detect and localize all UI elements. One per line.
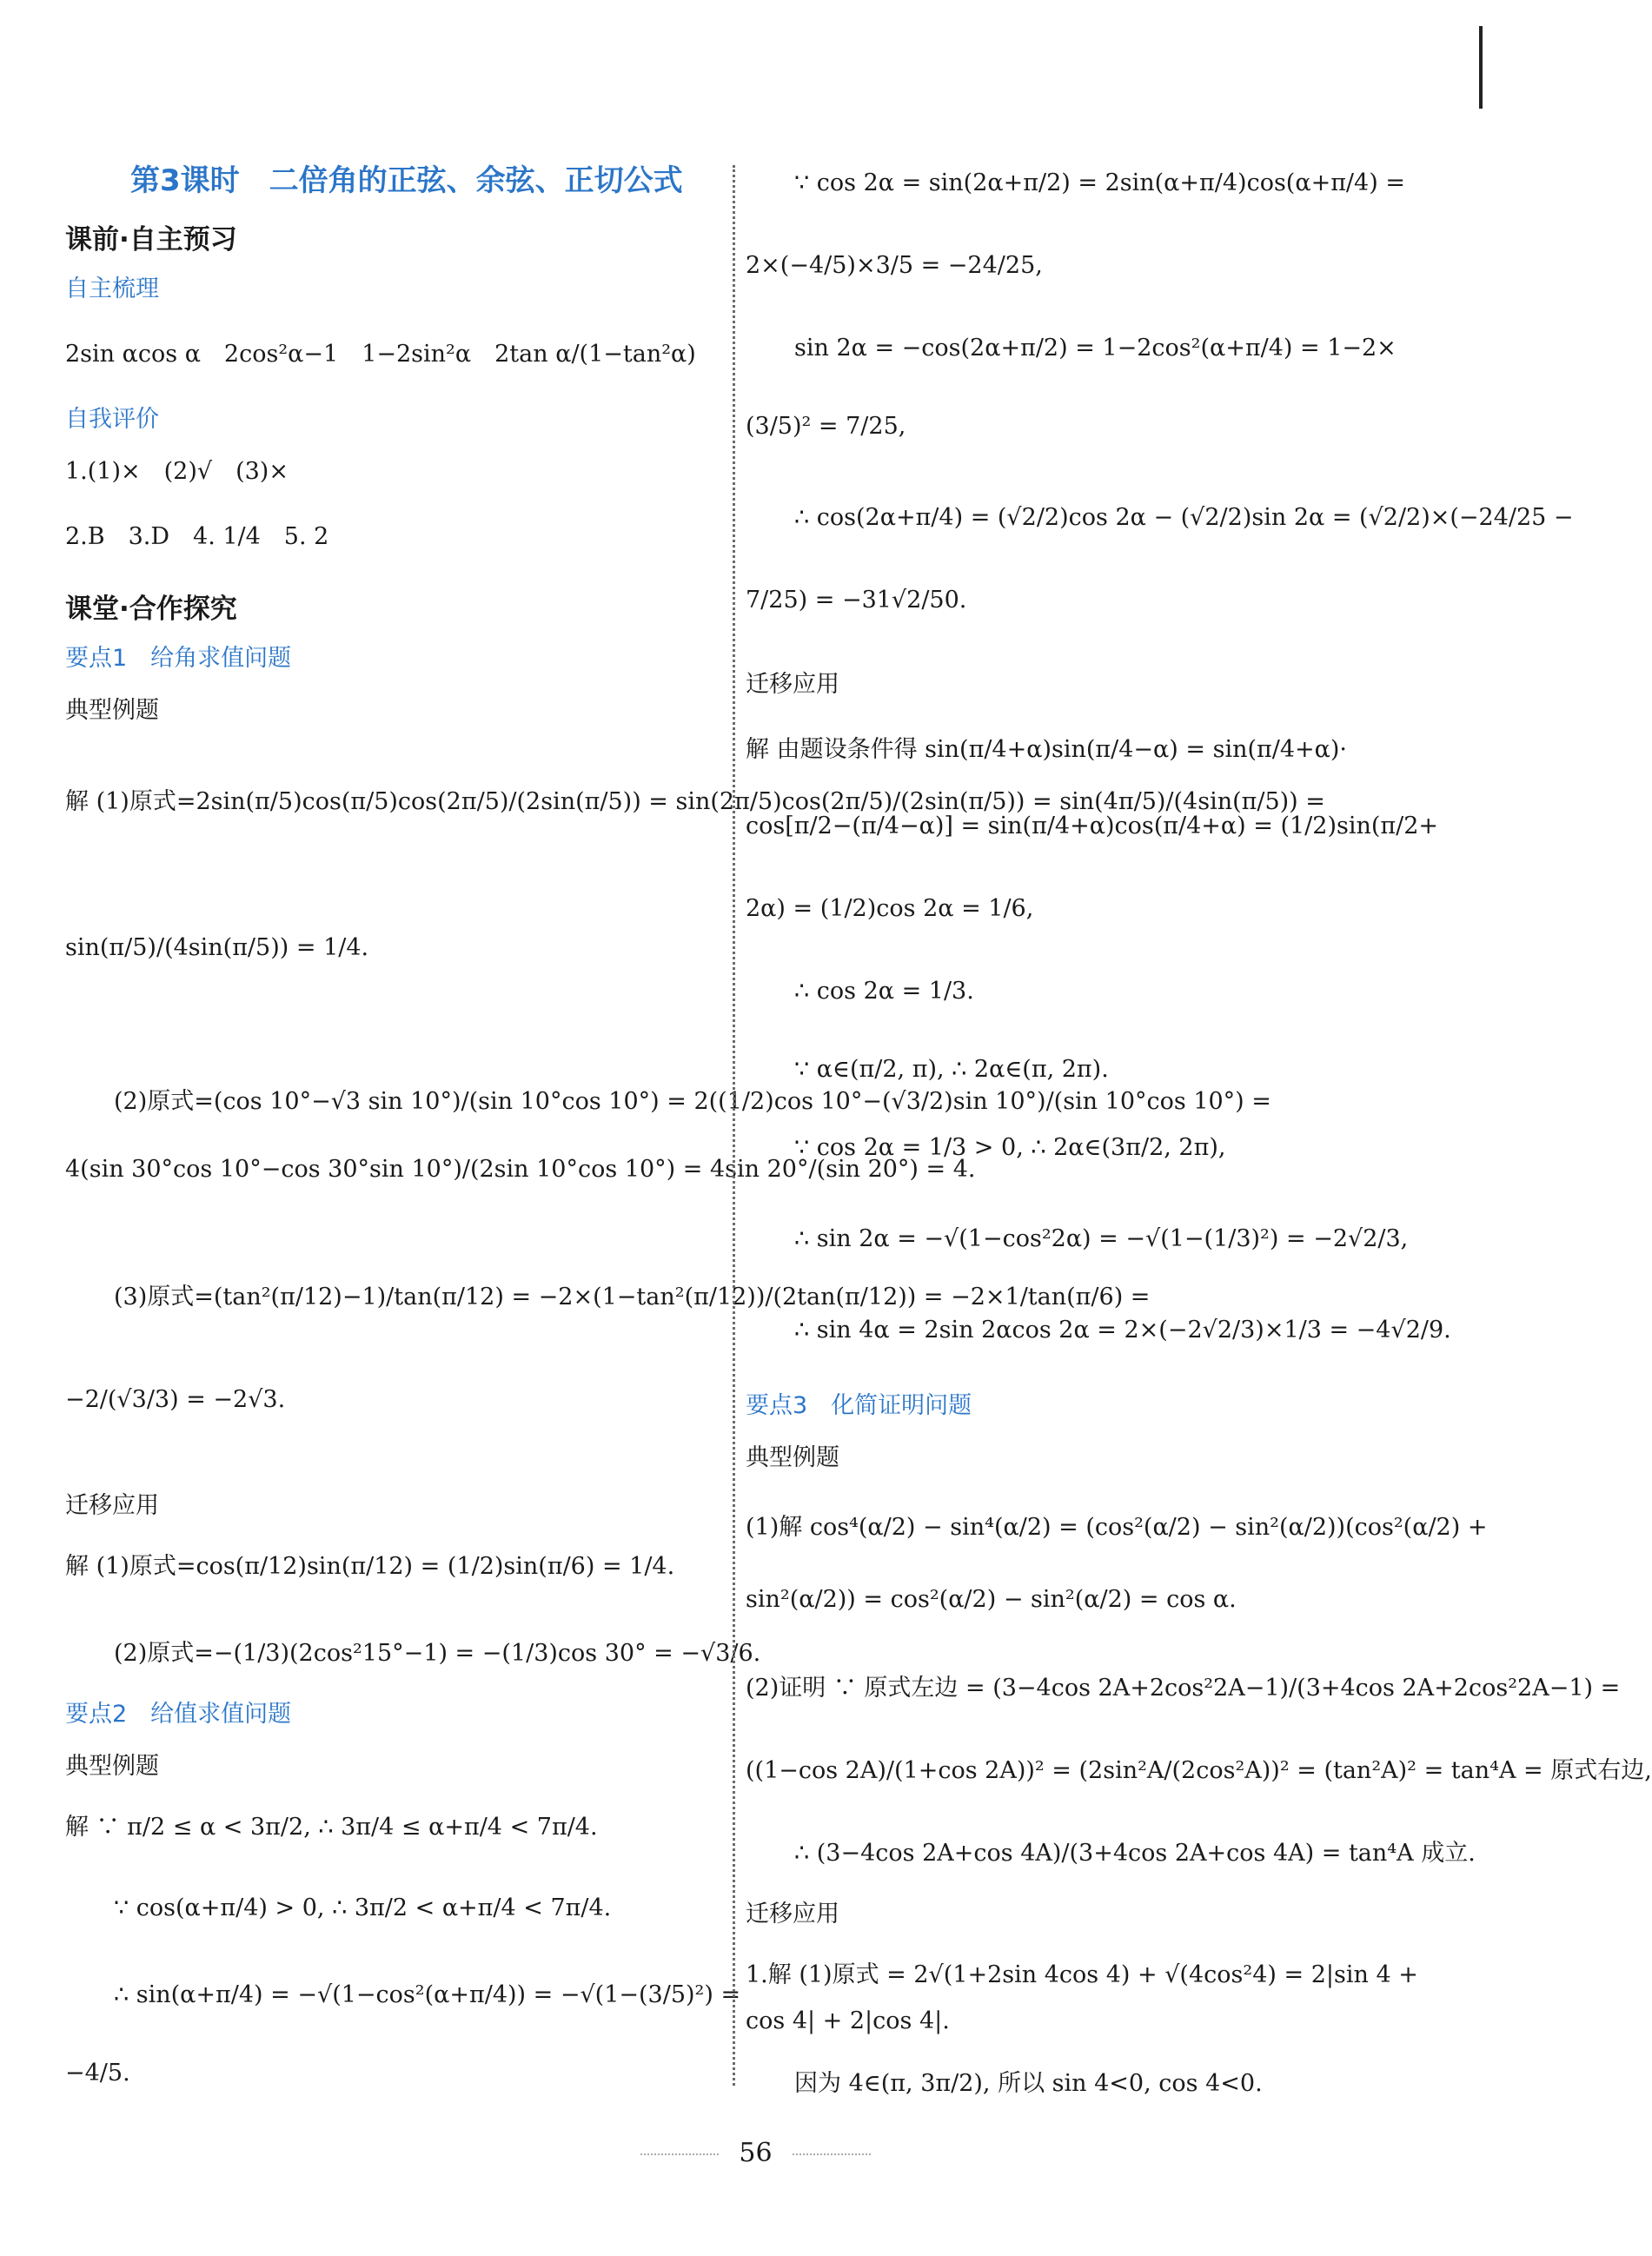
left-line-1: 课前·自主预习 <box>65 224 237 255</box>
right-line-19: (2)证明 ∵ 原式左边 = (3−4cos 2A+2cos²2A−1)/(3+4cos 2A+2cos²2A−1) = <box>746 1675 1621 1702</box>
left-line-11: sin(π/5)/(4sin(π/5)) = 1/4. <box>65 934 369 961</box>
left-line-14: (3)原式=(tan²(π/12)−1)/tan(π/12) = −2×(1−tan²(π/12))/(2tan(π/12)) = −2×1/tan(π/6) = <box>114 1284 1151 1310</box>
right-line-1: 2×(−4/5)×3/5 = −24/25, <box>746 252 1043 279</box>
right-line-3: (3/5)² = 7/25, <box>746 413 906 440</box>
left-line-15: −2/(√3/3) = −2√3. <box>65 1386 286 1413</box>
right-line-22: 迁移应用 <box>746 1901 839 1928</box>
left-line-16: 迁移应用 <box>65 1492 159 1519</box>
left-line-6: 2.B 3.D 4. 1/4 5. 2 <box>65 523 329 550</box>
right-line-2: sin 2α = −cos(2α+π/2) = 1−2cos²(α+π/4) = 1−2× <box>794 335 1397 362</box>
left-line-7: 课堂·合作探究 <box>65 594 237 625</box>
right-line-10: ∴ cos 2α = 1/3. <box>794 978 974 1005</box>
left-line-18: (2)原式=−(1/3)(2cos²15°−1) = −(1/3)cos 30° = −√3/6. <box>114 1640 761 1667</box>
left-line-3: 2sin αcos α 2cos²α−1 1−2sin²α 2tan α/(1−tan²α) <box>65 341 696 368</box>
left-line-4: 自我评价 <box>65 406 159 433</box>
left-line-2: 自主梳理 <box>65 275 159 302</box>
left-line-23: ∴ sin(α+π/4) = −√(1−cos²(α+π/4)) = −√(1−(3/5)²) = <box>114 1981 741 2008</box>
right-line-7: 解 由题设条件得 sin(π/4+α)sin(π/4−α) = sin(π/4+α)· <box>746 736 1348 763</box>
page-footer <box>0 2138 1511 2168</box>
left-line-13: 4(sin 30°cos 10°−cos 30°sin 10°)/(2sin 10°cos 10°) = 4sin 20°/(sin 20°) = 4. <box>65 1156 976 1183</box>
page-number: 56 <box>739 2138 773 2168</box>
left-line-17: 解 (1)原式=cos(π/12)sin(π/12) = (1/2)sin(π/6) = 1/4. <box>65 1553 675 1580</box>
left-line-0: 第3课时 二倍角的正弦、余弦、正切公式 <box>130 163 683 198</box>
right-line-6: 迁移应用 <box>746 671 839 698</box>
left-line-20: 典型例题 <box>65 1753 159 1780</box>
right-line-23: 1.解 (1)原式 = 2√(1+2sin 4cos 4) + √(4cos²4) = 2|sin 4 + <box>746 1961 1418 1988</box>
right-line-12: ∵ cos 2α = 1/3 > 0, ∴ 2α∈(3π/2, 2π), <box>794 1134 1226 1161</box>
left-line-21: 解 ∵ π/2 ≤ α < 3π/2, ∴ 3π/4 ≤ α+π/4 < 7π/4. <box>65 1814 598 1841</box>
left-line-10: 解 (1)原式=2sin(π/5)cos(π/5)cos(2π/5)/(2sin(π/5)) = sin(2π/5)cos(2π/5)/(2sin(π/5)) = sin(4π/5)/(4sin(π/5)) = <box>65 788 1325 815</box>
page-edge-mark <box>1479 26 1483 109</box>
left-line-19: 要点2 给值求值问题 <box>65 1701 292 1728</box>
footer-rule-right <box>793 2153 871 2155</box>
right-line-15: 要点3 化简证明问题 <box>746 1392 972 1419</box>
right-line-8: cos[π/2−(π/4−α)] = sin(π/4+α)cos(π/4+α) = (1/2)sin(π/2+ <box>746 813 1439 839</box>
right-line-16: 典型例题 <box>746 1444 839 1471</box>
left-line-12: (2)原式=(cos 10°−√3 sin 10°)/(sin 10°cos 10°) = 2((1/2)cos 10°−(√3/2)sin 10°)/(sin 10°cos 10°) = <box>114 1088 1271 1115</box>
right-line-13: ∴ sin 2α = −√(1−cos²2α) = −√(1−(1/3)²) = −2√2/3, <box>794 1225 1409 1252</box>
left-line-22: ∵ cos(α+π/4) > 0, ∴ 3π/2 < α+π/4 < 7π/4. <box>114 1894 612 1921</box>
right-line-11: ∵ α∈(π/2, π), ∴ 2α∈(π, 2π). <box>794 1056 1109 1083</box>
right-line-20: ((1−cos 2A)/(1+cos 2A))² = (2sin²A/(2cos²A))² = (tan²A)² = tan⁴A = 原式右边, <box>746 1757 1652 1784</box>
column-divider <box>733 165 735 2086</box>
left-line-24: −4/5. <box>65 2060 130 2087</box>
right-line-9: 2α) = (1/2)cos 2α = 1/6, <box>746 895 1034 922</box>
footer-rule-left <box>640 2153 719 2155</box>
right-line-14: ∴ sin 4α = 2sin 2αcos 2α = 2×(−2√2/3)×1/3 = −4√2/9. <box>794 1317 1451 1344</box>
right-line-21: ∴ (3−4cos 2A+cos 4A)/(3+4cos 2A+cos 4A) = tan⁴A 成立. <box>794 1840 1476 1867</box>
right-line-17: (1)解 cos⁴(α/2) − sin⁴(α/2) = (cos²(α/2) − sin²(α/2))(cos²(α/2) + <box>746 1514 1488 1541</box>
right-line-4: ∴ cos(2α+π/4) = (√2/2)cos 2α − (√2/2)sin 2α = (√2/2)×(−24/25 − <box>794 504 1574 531</box>
right-line-25: 因为 4∈(π, 3π/2), 所以 sin 4<0, cos 4<0. <box>794 2070 1263 2097</box>
left-line-8: 要点1 给角求值问题 <box>65 645 292 672</box>
right-line-24: cos 4| + 2|cos 4|. <box>746 2007 950 2034</box>
right-line-18: sin²(α/2)) = cos²(α/2) − sin²(α/2) = cos α. <box>746 1586 1237 1613</box>
left-line-9: 典型例题 <box>65 697 159 724</box>
right-line-5: 7/25) = −31√2/50. <box>746 587 967 614</box>
left-line-5: 1.(1)× (2)√ (3)× <box>65 458 289 485</box>
right-line-0: ∵ cos 2α = sin(2α+π/2) = 2sin(α+π/4)cos(α+π/4) = <box>794 169 1405 196</box>
